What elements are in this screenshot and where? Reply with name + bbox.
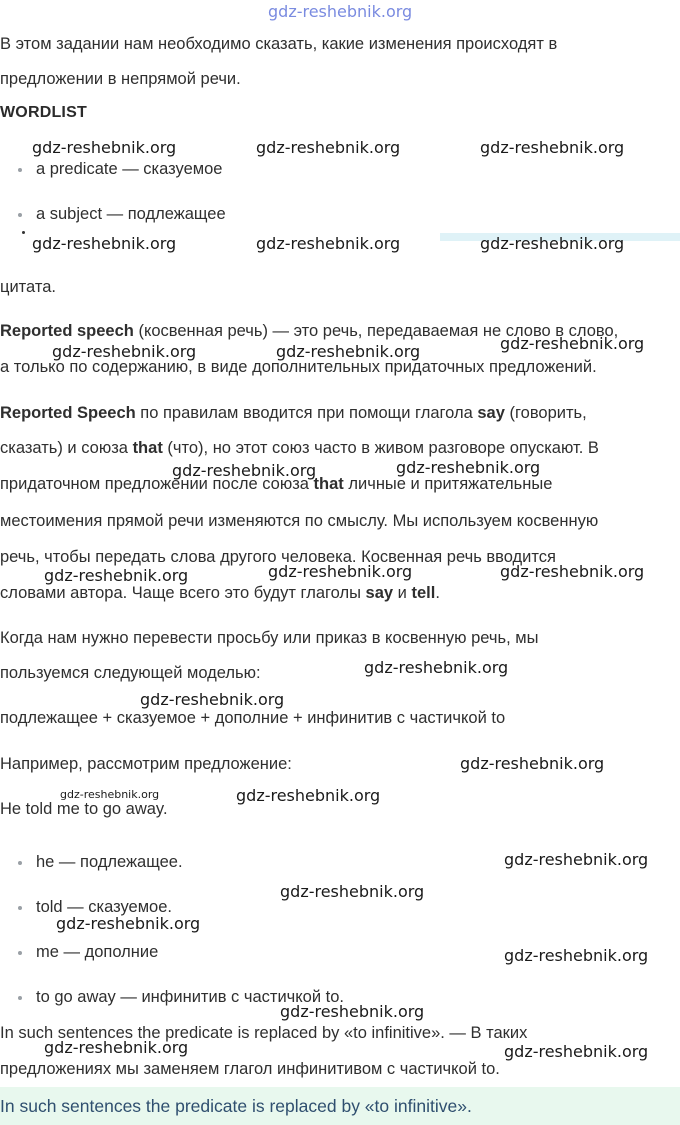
- intro-line-1: В этом задании нам необходимо сказать, какие изменения происходят в: [0, 35, 558, 53]
- watermark: gdz-reshebnik.org: [44, 1038, 189, 1057]
- watermark: gdz-reshebnik.org: [60, 788, 160, 801]
- text-span: личные и притяжательные: [343, 475, 553, 493]
- watermark: gdz-reshebnik.org: [280, 882, 425, 901]
- text-span: (говорить,: [504, 404, 587, 422]
- reported-speech-def-line-2: а только по содержанию, в виде дополнительных придаточных предложений.: [0, 358, 597, 376]
- bullet-icon: [18, 213, 22, 217]
- text-span: (что), но этот союз часто в живом разговоре опускают. В: [162, 439, 599, 457]
- watermark: gdz-reshebnik.org: [500, 334, 645, 353]
- bullet-icon: [18, 996, 22, 1000]
- bullet-icon: [22, 231, 25, 234]
- watermark-top: gdz-reshebnik.org: [268, 2, 413, 21]
- watermark: gdz-reshebnik.org: [460, 754, 605, 773]
- watermark: gdz-reshebnik.org: [32, 138, 177, 157]
- keyword-that: that: [132, 439, 163, 457]
- p3-line-2: пользуемся следующей моделью:: [0, 664, 261, 682]
- text-span: и: [393, 584, 412, 602]
- watermark: gdz-reshebnik.org: [500, 562, 645, 581]
- wordlist-heading: WORDLIST: [0, 104, 87, 121]
- watermark: gdz-reshebnik.org: [480, 138, 625, 157]
- conclusion-line-1: In such sentences the predicate is replaced by «to infinitive». — В таких: [0, 1024, 528, 1042]
- p2-line-2: [0, 437, 599, 459]
- watermark: gdz-reshebnik.org: [256, 234, 401, 253]
- conclusion-line-2: предложениях мы заменяем глагол инфинитивом с частичкой to.: [0, 1060, 500, 1078]
- watermark: gdz-reshebnik.org: [280, 1002, 425, 1021]
- keyword-say: say: [365, 584, 394, 602]
- p2-line-6: [0, 582, 440, 604]
- wordlist-item: a predicate — сказуемое: [36, 160, 223, 178]
- watermark: gdz-reshebnik.org: [480, 234, 625, 253]
- bullet-icon: [18, 861, 22, 865]
- watermark: gdz-reshebnik.org: [56, 914, 201, 933]
- bullet-icon: [18, 906, 22, 910]
- text-span: словами автора. Чаще всего это будут глаголы: [0, 584, 366, 602]
- sentence-part: me — дополние: [36, 943, 159, 961]
- bullet-icon: [18, 951, 22, 955]
- example-intro: Например, рассмотрим предложение:: [0, 755, 292, 773]
- text-span: сказать) и союза: [0, 439, 133, 457]
- watermark: gdz-reshebnik.org: [504, 1042, 649, 1061]
- sentence-part: he — подлежащее.: [36, 853, 183, 871]
- text-span: по правилам вводится при помощи глагола: [135, 404, 478, 422]
- watermark: gdz-reshebnik.org: [504, 850, 649, 869]
- sentence-part: to go away — инфинитив с частичкой to.: [36, 988, 344, 1006]
- bullet-icon: [18, 168, 22, 172]
- p2-line-4: местоимения прямой речи изменяются по смыслу. Мы используем косвенную: [0, 512, 599, 530]
- watermark: gdz-reshebnik.org: [32, 234, 177, 253]
- term-reported-speech-2: Reported Speech: [0, 404, 136, 422]
- watermark: gdz-reshebnik.org: [268, 562, 413, 581]
- term-reported-speech: Reported speech: [0, 322, 134, 340]
- watermark: gdz-reshebnik.org: [364, 658, 509, 677]
- watermark: gdz-reshebnik.org: [140, 690, 285, 709]
- sentence-part: told — сказуемое.: [36, 898, 172, 916]
- watermark: gdz-reshebnik.org: [396, 458, 541, 477]
- watermark: gdz-reshebnik.org: [236, 786, 381, 805]
- model-formula: подлежащее + сказуемое + дополние + инфинитив с частичкой to: [0, 709, 506, 727]
- watermark: gdz-reshebnik.org: [504, 946, 649, 965]
- partial-line: цитата.: [0, 278, 56, 296]
- p2-line-5: речь, чтобы передать слова другого человека. Косвенная речь вводится: [0, 548, 556, 566]
- wordlist-item: a subject — подлежащее: [36, 205, 226, 223]
- text-span: (косвенная речь) — это речь, передаваемая не слово в слово,: [133, 322, 619, 340]
- text-span: придаточном предложении после союза: [0, 475, 314, 493]
- keyword-tell: tell: [411, 584, 436, 602]
- watermark: gdz-reshebnik.org: [172, 461, 317, 480]
- p2-line-1: [0, 402, 587, 424]
- watermark: gdz-reshebnik.org: [44, 566, 189, 585]
- keyword-that: that: [313, 475, 344, 493]
- p3-line-1: Когда нам нужно перевести просьбу или приказ в косвенную речь, мы: [0, 629, 539, 647]
- example-sentence: He told me to go away.: [0, 800, 168, 818]
- intro-line-2: предложении в непрямой речи.: [0, 70, 241, 88]
- watermark: gdz-reshebnik.org: [256, 138, 401, 157]
- keyword-say: say: [477, 404, 505, 422]
- answer-text: In such sentences the predicate is replaced by «to infinitive».: [0, 1096, 472, 1116]
- watermark: gdz-reshebnik.org: [52, 342, 197, 361]
- text-span: .: [435, 584, 440, 602]
- watermark: gdz-reshebnik.org: [276, 342, 421, 361]
